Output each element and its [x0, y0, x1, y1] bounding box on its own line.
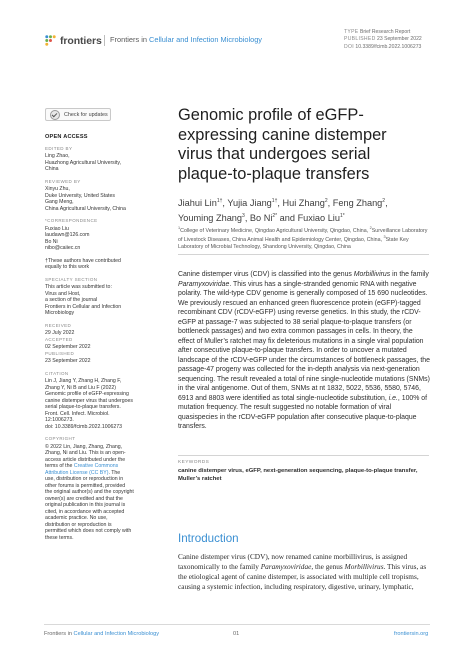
page-number: 01: [233, 631, 240, 637]
author-name[interactable]: Bo Ni: [249, 213, 273, 224]
equal-contribution-note: †These authors have contributed equally to this work: [45, 257, 121, 270]
article-sidebar: [45, 134, 150, 547]
abstract-text-run: , 100% of mutation frequency. The result suggested no notable formation of viral quasispecies in the rCDV-eGFP population after consecutive plaque-to-plaque transfers.: [178, 394, 428, 430]
reviewed-by-value: Xinyu Zhu, Duke University, United States Gang Meng, China Agricultural University, China: [45, 186, 126, 212]
keywords-label: KEYWORDS: [178, 460, 210, 465]
doi-value[interactable]: 10.3389/fcimb.2022.1006273: [355, 43, 422, 50]
edited-by-section: [45, 146, 150, 173]
correspondence-label: *CORRESPONDENCE: [45, 218, 98, 223]
specialty-section: [45, 277, 150, 317]
journal-prefix: Frontiers in: [110, 35, 147, 44]
author-name[interactable]: Yujia Jiang: [227, 198, 272, 209]
sidebar-published-value: 23 September 2022: [45, 358, 91, 364]
specialty-label: SPECIALTY SECTION: [45, 276, 98, 282]
author-affiliation-mark: 1†: [271, 198, 278, 204]
affiliations: [178, 225, 428, 250]
intro-text-run: , the genus: [311, 561, 345, 571]
abstract-text-run: Morbillivirus: [353, 271, 391, 278]
intro-text-run: . This virus, as the etiological agent of canine distemper, is associated with multiple cell tropisms, causing a systemic infection, including respiratory, digestive, urinary, lymphatic,: [178, 561, 427, 591]
affiliation-text: State Key Laboratory of Microbial Technology, Shandong University, Qingdao, China: [178, 237, 409, 250]
footer-site-link[interactable]: frontiersin.org: [394, 631, 429, 637]
affiliation-text: Surveillance Laboratory of Livestock Diseases, China Animal Health and Epidemiology Center, Qingdao, China,: [178, 227, 428, 244]
affiliation-divider: [178, 254, 429, 255]
logo-text: frontiers: [60, 34, 102, 47]
author-affiliation-mark: 2: [382, 198, 386, 204]
reviewed-by-section: [45, 179, 150, 213]
header-divider: [104, 35, 105, 46]
author-list: Jiahui Lin$^{1\dagger}$, Yujia Jiang$^{1\dagger}$, Hui Zhang$^2$, Feng Zhang$^2$, Youming Zhang$^3$, Bo $Ni^{2*}$ and Fuxiao Liu$^{1*}$: [178, 198, 388, 224]
footer-journal-name: Cellular and Infection Microbiology: [73, 631, 160, 637]
received-value: 29 July 2022: [45, 330, 75, 336]
affiliation-text: College of Veterinary Medicine, Qingdao Agricultural University, Qingdao, China,: [180, 227, 370, 234]
abstract: [178, 270, 430, 432]
check-updates-icon: [50, 110, 60, 120]
author-affiliation-mark: 1†: [216, 198, 223, 204]
received-section: [45, 323, 150, 365]
type-value: Brief Research Report: [359, 29, 411, 35]
correspondence-section: [45, 218, 150, 252]
doi-label: DOI: [344, 43, 354, 50]
introduction-heading: Introduction: [178, 532, 239, 545]
author-affiliation-mark: 1*: [339, 213, 345, 220]
copyright-section: [45, 436, 150, 541]
reviewed-by-label: REVIEWED BY: [45, 178, 81, 184]
accepted-value: 02 September 2022: [45, 344, 91, 350]
affiliation-number: 2: [369, 226, 372, 230]
copyright-text-end: . The use, distribution or reproduction in other forums is permitted, provided the original author(s) and the copyright owner(s) are credited and that the original publication in this journal is cited, in accordance with accepted academic practice. No use, distribution or reproduction is permitted which does not comply with these terms.: [45, 469, 134, 541]
check-for-updates-button[interactable]: [45, 108, 111, 121]
edited-by-label: EDITED BY: [45, 145, 73, 151]
sidebar-published-label: PUBLISHED: [45, 350, 75, 356]
citation-value: Lin J, Jiang Y, Zhang H, Zhang F, Zhang Y, Ni B and Liu F (2022) Genomic profile of eGFP-expressing canine distemper virus that undergoes serial plaque-to-plaque transfers. Front. Cell. Infect. Microbiol. 12:1006273. doi: 10.3389/fcimb.2022.1006273: [45, 378, 133, 430]
author-name[interactable]: Hui Zhang: [282, 198, 325, 209]
journal-title[interactable]: [110, 35, 262, 44]
correspondence-value[interactable]: Fuxiao Liu laudawn@126.com Bo Ni nibo@caiiec.cn: [45, 225, 90, 251]
cc-license-link[interactable]: Creative Commons Attribution License (CC BY): [45, 463, 119, 476]
author-name[interactable]: Fuxiao Liu: [297, 213, 340, 224]
article-title: Genomic profile of eGFP-expressing canine distemper virus that undergoes serial plaque-to-plaque transfers: [178, 106, 387, 183]
abstract-text-run: i.e.: [388, 394, 398, 402]
abstract-text-run: in the family: [390, 271, 429, 278]
edited-by-value: Ling Zhao, Huazhong Agricultural University, China: [45, 153, 122, 172]
footer-journal-prefix: Frontiers in: [44, 631, 72, 637]
published-value: 23 September 2022: [377, 36, 422, 43]
copyright-value: [45, 444, 150, 542]
affiliation-number: 3: [383, 235, 386, 240]
keywords-divider: [178, 455, 429, 456]
footer-divider: [44, 624, 430, 625]
frontiers-logo-icon: [44, 34, 57, 47]
footer-journal[interactable]: [44, 631, 159, 637]
affiliation-number: 1: [178, 226, 181, 230]
author-affiliation-mark: 2: [324, 198, 328, 204]
copyright-text-start: © 2022 Lin, Jiang, Zhang, Zhang, Zhang, Ni and Liu. This is an open- access article distributed under the terms of the: [45, 443, 126, 469]
type-label: TYPE: [344, 29, 359, 35]
author-name[interactable]: Jiahui Lin: [178, 198, 217, 209]
accepted-label: ACCEPTED: [45, 336, 73, 342]
author-affiliation-mark: 2*: [272, 213, 278, 220]
author-name[interactable]: Youming Zhang: [178, 213, 243, 224]
keywords-text: canine distemper virus, eGFP, next-generation sequencing, plaque-to-plaque transfer, Muller’s ratchet: [178, 468, 418, 483]
intro-text-run: Morbillivirus: [344, 561, 384, 571]
author-name[interactable]: Feng Zhang: [332, 198, 383, 209]
open-access-label: OPEN ACCESS: [45, 134, 88, 140]
published-label: PUBLISHED: [344, 36, 376, 43]
citation-section: [45, 371, 150, 431]
journal-name: Cellular and Infection Microbiology: [149, 35, 263, 44]
abstract-text-run: Paramyxoviridae: [178, 280, 230, 288]
frontiers-logo[interactable]: [44, 34, 102, 47]
abstract-text-run: Canine distemper virus (CDV) is classified into the genus: [178, 271, 354, 278]
citation-label: CITATION: [45, 370, 69, 376]
copyright-label: COPYRIGHT: [45, 436, 76, 441]
abstract-text-run: . This virus has a single-stranded genomic RNA with negative polarity. The wild-type CDV genome is generally composed of 15 690 nucleotides. We previously rescued an enhanced green fluorescence protein (eGFP)-tagged recombinant CDV (rCDV-eGFP) using reverse genetics. In this study, the rCDV-eGFP at passage-7 was subjected to 38 serial plaque-to-plaque transfers (or bottleneck passages) and two extra common passages in cells. In theory, the effect of Muller’s ratchet may fix deleterious mutations in a single viral population after consecutive plaque-to-plaque transfers. In order to uncover a mutated landscape of the rCDV-eGFP under the circumstances of bottleneck passages, the passage-47 progeny was collected for the in-depth analysis via next-generation sequencing. The result revealed a total of nine single-nucleotide mutations (SNMs) in the viral antigenome. Out of them, SNMs at nt 1832, 5022, 5536, 5580, 5746, 6913 and 8803 were identified as total single-nucleotide substitution,: [178, 280, 430, 402]
introduction-text: [178, 552, 431, 592]
intro-text-run: Paramyxoviridae: [260, 561, 312, 571]
article-meta: [344, 29, 422, 51]
author-affiliation-mark: 3: [242, 213, 245, 220]
received-label: RECEIVED: [45, 322, 72, 328]
intro-text-run: Canine distemper virus (CDV), now renamed canine morbillivirus, is assigned taxonomically to the family: [178, 552, 408, 571]
specialty-value: This article was submitted to: Virus and Host, a section of the journal Frontiers in Cellular and Infection Microbiology: [45, 284, 122, 316]
check-updates-label: Check for updates: [64, 111, 108, 118]
